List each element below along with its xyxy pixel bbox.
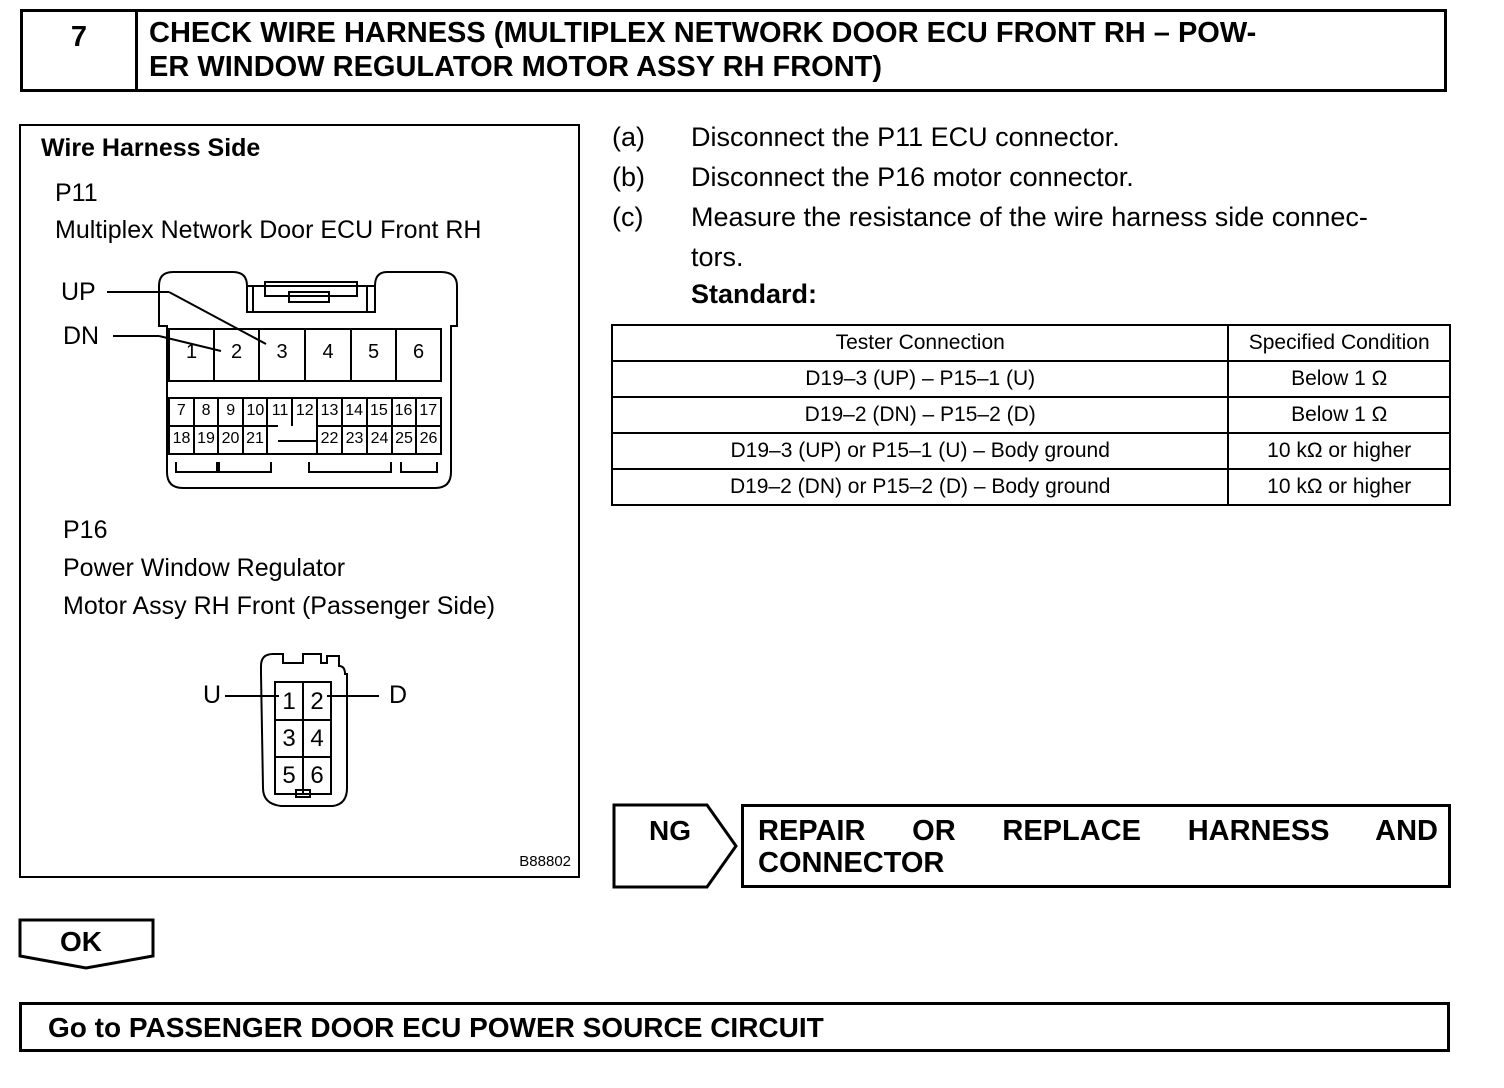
- ng-result-line2: CONNECTOR: [758, 847, 945, 879]
- pin: 10: [246, 402, 265, 419]
- connector1-name: Multiplex Network Door ECU Front RH: [55, 216, 482, 244]
- pin: 1: [282, 687, 296, 715]
- pin: 6: [412, 341, 425, 363]
- connector2-name-line2: Motor Assy RH Front (Passenger Side): [63, 592, 496, 620]
- connector2-code: P16: [63, 516, 108, 544]
- table-row: [612, 433, 1450, 469]
- pin: 24: [370, 430, 389, 447]
- pin: 19: [197, 430, 215, 447]
- p11-bottom-pins-right: [317, 430, 441, 448]
- ng-result-line1: REPAIR OR REPLACE HARNESS AND: [758, 815, 1438, 847]
- pin: 21: [246, 430, 264, 447]
- table-row: [612, 469, 1450, 505]
- specified-condition: Below 1 Ω: [1228, 397, 1450, 433]
- tester-connection: D19–3 (UP) – P15–1 (U): [612, 361, 1228, 397]
- specified-condition: 10 kΩ or higher: [1228, 433, 1450, 469]
- ok-label: OK: [60, 926, 102, 957]
- step-c-text-line2: tors.: [691, 242, 744, 272]
- pin: 23: [345, 430, 364, 447]
- pin: 16: [394, 402, 413, 419]
- tester-connection: D19–2 (DN) – P15–2 (D): [612, 397, 1228, 433]
- table-header-row: [612, 325, 1450, 361]
- pin: 18: [172, 430, 191, 447]
- table-row: [612, 361, 1450, 397]
- pin: 7: [176, 402, 186, 419]
- p16-pins: [275, 683, 331, 794]
- pin: 5: [367, 341, 380, 363]
- step-title-line2: ER WINDOW REGULATOR MOTOR ASSY RH FRONT): [149, 51, 883, 83]
- step-b-letter: (b): [612, 162, 645, 192]
- step-a-text: Disconnect the P11 ECU connector.: [691, 122, 1120, 152]
- pin: 5: [282, 761, 296, 789]
- connector1-code: P11: [55, 179, 98, 207]
- standard-table: [611, 324, 1451, 506]
- pin: 2: [310, 687, 324, 715]
- wire-harness-figure: [19, 124, 580, 878]
- p11-bottom-pins-left: [169, 430, 278, 448]
- pin: 6: [310, 761, 324, 789]
- pin: 26: [419, 430, 438, 447]
- pin: 1: [185, 341, 198, 363]
- step-c-letter: (c): [612, 202, 644, 232]
- step-title: [149, 16, 1439, 84]
- pin: 4: [322, 341, 334, 363]
- pin: 8: [201, 402, 211, 419]
- p16-label-u: U: [203, 681, 222, 709]
- pin: 25: [395, 430, 413, 447]
- ng-result-box: [741, 804, 1451, 888]
- ng-label: NG: [649, 815, 691, 846]
- pin: 12: [295, 402, 314, 419]
- goto-box: [19, 1002, 1450, 1052]
- step-number: 7: [23, 12, 138, 89]
- pin: 20: [221, 430, 240, 447]
- table-header: Specified Condition: [1228, 325, 1450, 361]
- pin: 9: [226, 402, 236, 419]
- standard-label: Standard:: [691, 279, 818, 309]
- specified-condition: Below 1 Ω: [1228, 361, 1450, 397]
- pin: 22: [320, 430, 339, 447]
- step-header: [20, 9, 1447, 92]
- table-header: Tester Connection: [612, 325, 1228, 361]
- pin: 4: [310, 724, 324, 752]
- p11-label-up: UP: [61, 278, 96, 306]
- p11-label-dn: DN: [63, 322, 100, 350]
- pin: 15: [369, 402, 388, 419]
- pin: 11: [271, 402, 289, 419]
- step-b-text: Disconnect the P16 motor connector.: [691, 162, 1134, 192]
- figure-id: B88802: [519, 853, 571, 870]
- p11-connector-drawing: [107, 272, 457, 488]
- pin: 3: [276, 341, 288, 363]
- figure-heading: Wire Harness Side: [41, 134, 261, 162]
- step-title-line1: CHECK WIRE HARNESS (MULTIPLEX NETWORK DOOR ECU FRONT RH – POW-: [149, 17, 1257, 49]
- pin: 13: [320, 402, 339, 419]
- tester-connection: D19–2 (DN) or P15–2 (D) – Body ground: [612, 469, 1228, 505]
- p16-label-d: D: [389, 681, 408, 709]
- step-a-letter: (a): [612, 122, 645, 152]
- connector2-name-line1: Power Window Regulator: [63, 554, 346, 582]
- specified-condition: 10 kΩ or higher: [1228, 469, 1450, 505]
- tester-connection: D19–3 (UP) or P15–1 (U) – Body ground: [612, 433, 1228, 469]
- p11-top-pins: [169, 341, 441, 364]
- p11-mid-pins: [169, 402, 441, 420]
- pin: 14: [345, 402, 364, 419]
- pin: 2: [230, 341, 243, 363]
- table-row: [612, 397, 1450, 433]
- pin: 3: [282, 724, 296, 752]
- step-c-text-line1: Measure the resistance of the wire harness side connec-: [691, 202, 1368, 232]
- goto-text: Go to PASSENGER DOOR ECU POWER SOURCE CIRCUIT: [48, 1012, 824, 1043]
- pin: 17: [419, 402, 438, 419]
